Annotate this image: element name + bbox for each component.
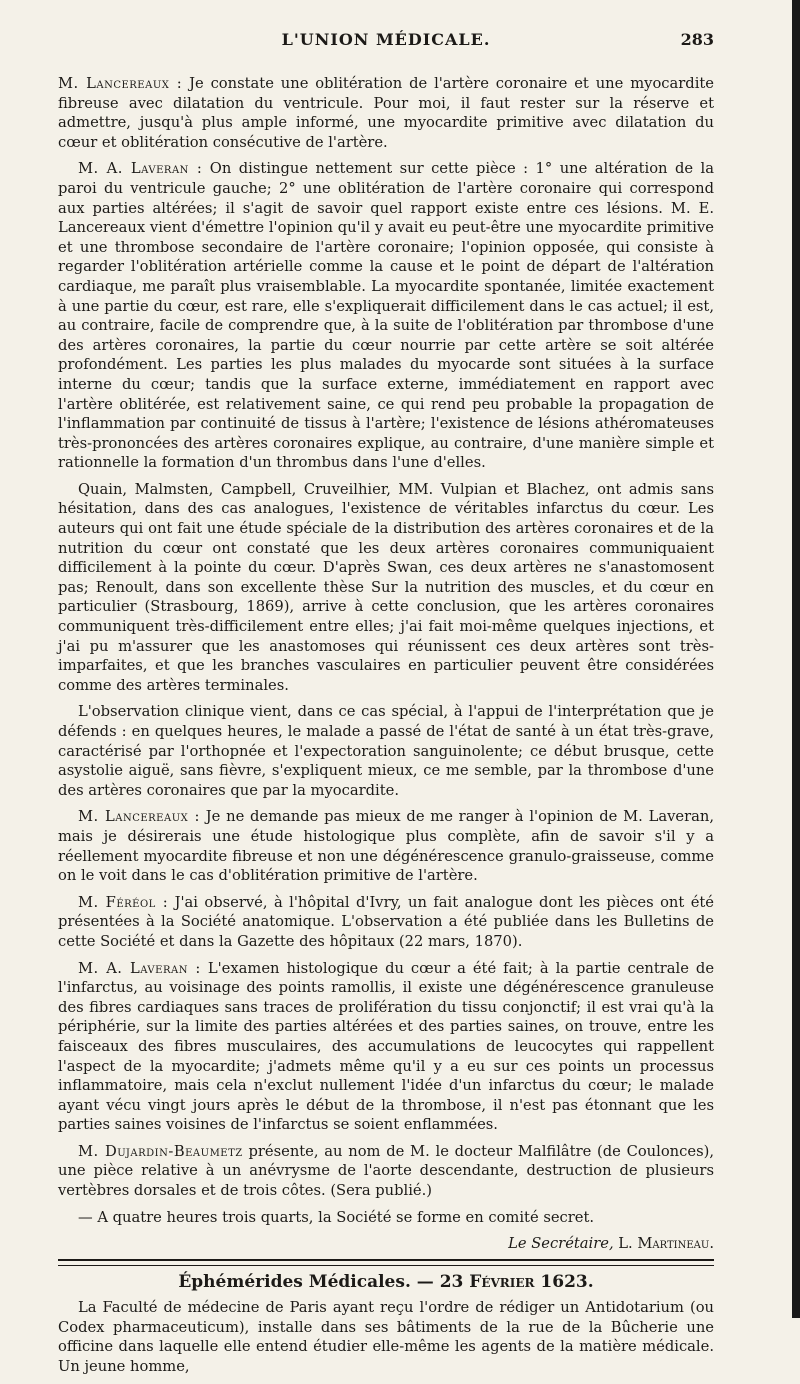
- paragraph-text: présente, au nom de M. le docteur Malfilâtre (de Coulonces), une pièce relative à un anévrysme de l'aorte descendante, destruction de plusieurs vertèbres dorsales et de trois côtes. (Sera publié.): [58, 1142, 714, 1200]
- paragraph-text: Je constate une oblitération de l'artère coronaire et une myocardite fibreuse avec dilatation du ventricule. Pour moi, il faut rester sur la réserve et admettre, jusqu'à plus ample informé, une myocardite primitive avec dilatation du cœur et oblitération consécutive de l'artère.: [58, 75, 714, 151]
- paragraph-text: L'observation clinique vient, dans ce cas spécial, à l'appui de l'interprétation que je défends : en quelques heures, le malade a passé de l'état de santé à un état très-grave, caractérisé par l'orthopnée et l'expectoration sanguinolente; ce début brusque, cette asystolie aiguë, sans fièvre, s'expliquent mieux, ce me semble, par la thrombose d'une des artères coronaires que par la myocardite.: [58, 703, 714, 799]
- paragraph-dujardin: [58, 1142, 714, 1201]
- paragraph-text: La Faculté de médecine de Paris ayant reçu l'ordre de rédiger un Antidotarium (ou Codex pharmaceuticum), installe dans ses bâtiments de la rue de la Bûcherie une officine dans laquelle elle entend étudier elle-même les agents de la matière médicale. Un jeune homme,: [58, 1299, 714, 1376]
- page-number: 283: [680, 30, 714, 49]
- paragraph-lancereaux-1: [58, 74, 714, 152]
- speaker-name: M. Dujardin-Beaumetz: [78, 1142, 243, 1160]
- paragraph-text: L'examen histologique du cœur a été fait; à la partie centrale de l'infarctus, au voisinage des points ramollis, il existe une dégénérescence granuleuse des fibres cardiaques sans traces de prolifération du tissu conjonctif; il est vrai qu'à la périphérie, sur la limite des parties altérées et des parties saines, on trouve, entre les faisceaux des fibres musculaires, des accumulations de leucocytes qui rappellent l'aspect de la myocardite; j'admets même qu'il y a eu sur ces points un processus inflammatoire, mais cela n'exclut nullement l'idée d'un infarctus du cœur; le malade ayant vécu vingt jours après le début de la thrombose, il n'est pas étonnant que les parties saines voisines de l'infarctus se soient enflammées.: [58, 959, 715, 1134]
- paragraph-text: — A quatre heures trois quarts, la Société se forme en comité secret.: [78, 1208, 595, 1226]
- section-divider: [58, 1259, 714, 1266]
- paragraph-faculte: [58, 1298, 714, 1376]
- paragraph-laveran-1: [58, 159, 714, 473]
- paragraph-observation: [58, 702, 714, 800]
- page-header: [58, 30, 714, 56]
- section-title: Éphémérides Médicales. —: [178, 1272, 440, 1293]
- running-title: L'UNION MÉDICALE.: [281, 30, 491, 49]
- secretary-signature: [58, 1234, 714, 1253]
- speaker-name: M. Lancereaux :: [78, 808, 200, 826]
- speaker-name: M. Féréol :: [78, 893, 169, 911]
- speaker-name: M. A. Laveran :: [78, 959, 201, 977]
- paragraph-quain: [58, 480, 714, 696]
- section-heading: [58, 1272, 714, 1292]
- signature-role: Le Secrétaire,: [508, 1235, 619, 1253]
- paragraph-lancereaux-2: [58, 807, 714, 885]
- paragraph-text: J'ai observé, à l'hôpital d'Ivry, un fait analogue dont les pièces ont été présentées à la Société anatomique. L'observation a été publiée dans les Bulletins de cette Société et dans la Gazette des hôpitaux (22 mars, 1870).: [58, 893, 714, 950]
- paragraph-text: Quain, Malmsten, Campbell, Cruveilhier, MM. Vulpian et Blachez, ont admis sans hésitation, dans des cas analogues, l'existence de véritables infarctus du cœur. Les auteurs qui ont fait une étude spéciale de la distribution des artères coronaires et de la nutrition du cœur ont constaté que les deux artères coronaires communiquaient difficilement à la pointe du cœur. D'après Swan, ces deux artères ne s'anastomosent pas; Renoult, dans son excellente thèse Sur la nutrition des muscles, et du cœur en particulier (Strasbourg, 1869), arrive à cette conclusion, que les artères coronaires communiquent très-difficilement entre elles; j'ai fait moi-même quelques injections, et j'ai pu m'assurer que les anastomoses qui réunissent ces deux artères sont très-imparfaites, et que les branches vasculaires en particulier peuvent être considérées comme des artères terminales.: [58, 480, 714, 694]
- paragraph-text: On distingue nettement sur cette pièce : 1° une altération de la paroi du ventricule gauche; 2° une oblitération de l'artère coronaire qui correspond aux parties altérées; il s'agit de savoir quel rapport existe entre ces lésions. M. E. Lancereaux vient d'émettre l'opinion qu'il y avait eu peut-être une myocardite primitive et une thrombose secondaire de l'artère coronaire; l'opinion opposée, qui consiste à regarder l'oblitération artérielle comme la cause et le point de départ de l'altération cardiaque, me paraît plus vraisemblable. La myocardite spontanée, limitée exactement à une partie du cœur, est rare, elle s'expliquerait difficilement dans le cas actuel; il est, au contraire, facile de comprendre que, à la suite de l'oblitération par thrombose d'une des artères coronaires, la partie du cœur nourrie par cette artère se soit altérée profondément. Les parties les plus malades du myocarde sont situées à la surface interne du cœur; tandis que la surface externe, immédiatement en rapport avec l'artère oblitérée, est relativement saine, ce qui rend peu probable la propagation de l'inflammation par continuité de tissus à l'artère; l'existence de lésions athéromateuses très-prononcées des artères coronaires explique, au contraire, d'une manière simple et rationnelle la formation d'un thrombus dans l'une d'elles.: [58, 160, 714, 472]
- paragraph-text: Je ne demande pas mieux de me ranger à l'opinion de M. Laveran, mais je désirerais une étude histologique plus complète, afin de savoir s'il y a réellement myocardite fibreuse et non une dégénérescence granulo-graisseuse, comme on le voit dans le cas d'oblitération primitive de l'artère.: [58, 808, 714, 885]
- document-page: [58, 30, 714, 1384]
- paragraph-fereol: [58, 893, 714, 952]
- signature-name: L. Martineau.: [618, 1235, 714, 1253]
- page-edge-shadow: [792, 0, 800, 1318]
- speaker-name: M. Lancereaux :: [58, 75, 183, 92]
- paragraph-comite: [58, 1208, 714, 1228]
- paragraph-laveran-2: [58, 959, 714, 1135]
- speaker-name: M. A. Laveran :: [78, 160, 203, 178]
- section-date: 23 Février 1623.: [439, 1272, 594, 1293]
